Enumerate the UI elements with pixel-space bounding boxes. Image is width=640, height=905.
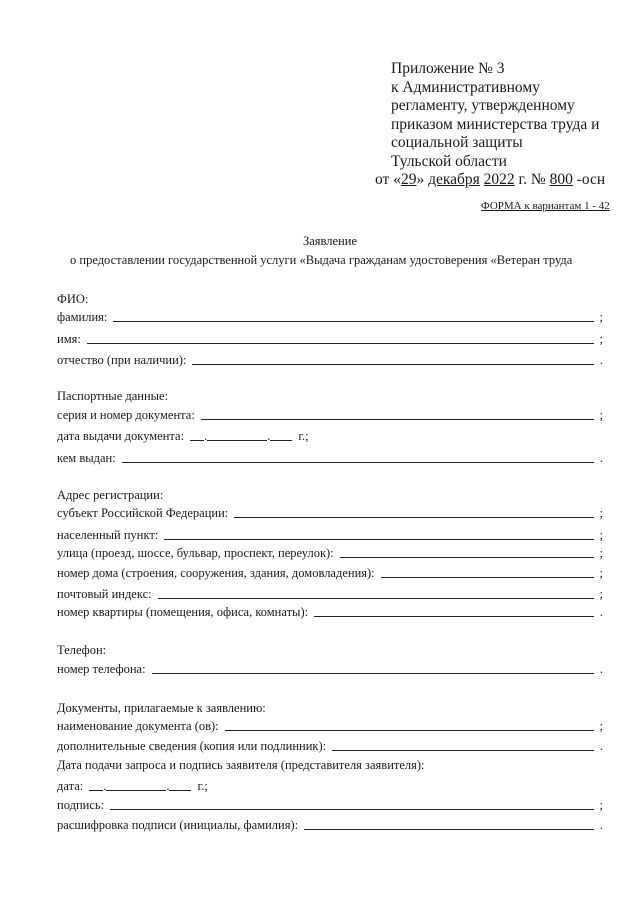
date-year: 2022: [483, 171, 515, 188]
annex-date-line: [375, 171, 605, 190]
field-phone-number[interactable]: [57, 661, 603, 677]
field-subject-end: ;: [599, 506, 603, 520]
field-street-end: ;: [599, 546, 603, 560]
field-name-end: ;: [599, 332, 603, 346]
field-postal[interactable]: [57, 586, 603, 602]
annex-line-5: социальной защиты: [391, 134, 523, 151]
date-sep-3: г. №: [514, 171, 550, 188]
field-doc-name-end: ;: [599, 719, 603, 733]
field-doc-number-end: ;: [599, 408, 603, 422]
field-signature-decode[interactable]: [57, 817, 603, 833]
field-locality-end: ;: [599, 528, 603, 542]
field-doc-name[interactable]: [57, 718, 603, 734]
field-house-end: ;: [599, 566, 603, 580]
field-signature-end: ;: [599, 798, 603, 812]
section-phone: Телефон:: [57, 643, 107, 657]
annex-line-3: регламенту, утвержденному: [391, 97, 575, 114]
field-apartment-label: номер квартиры (помещения, офиса, комнаты):: [57, 605, 309, 619]
field-signature-line[interactable]: [110, 808, 594, 810]
section-passport: Паспортные данные:: [57, 389, 169, 403]
section-documents: Документы, прилагаемые к заявлению:: [57, 701, 266, 715]
field-surname[interactable]: [57, 309, 603, 325]
field-doc-name-line[interactable]: [225, 729, 594, 731]
field-doc-name-label: наименование документа (ов):: [57, 719, 219, 733]
field-signature-decode-line[interactable]: [304, 828, 594, 830]
field-house-label: номер дома (строения, сооружения, здания, домовладения):: [57, 566, 375, 580]
document-subtitle: о предоставлении государственной услуги «Выдача гражданам удостоверения «Ветеран труда: [70, 253, 573, 267]
field-doc-number-line[interactable]: [201, 418, 594, 420]
field-street-line[interactable]: [340, 556, 594, 558]
field-street-label: улица (проезд, шоссе, бульвар, проспект, переулок):: [57, 546, 334, 560]
section-fio: ФИО:: [57, 292, 89, 306]
field-subject-label: субъект Российской Федерации:: [57, 506, 229, 520]
field-street[interactable]: [57, 545, 603, 561]
annex-line-4: приказом министерства труда и: [391, 115, 600, 133]
order-number: 800: [549, 171, 573, 188]
field-issued-by[interactable]: [57, 450, 603, 466]
date-day: 29: [400, 171, 417, 188]
field-issue-date-suffix: г.;: [298, 429, 309, 443]
field-house-line[interactable]: [381, 576, 594, 578]
date-suffix: -осн: [572, 171, 606, 188]
issue-day-blank[interactable]: [190, 439, 204, 441]
field-issued-by-end: .: [599, 451, 603, 465]
field-name-label: имя:: [57, 332, 81, 346]
document-title: Заявление: [302, 234, 357, 248]
field-doc-number-label: серия и номер документа:: [57, 408, 195, 422]
date-month-blank[interactable]: [106, 789, 166, 791]
field-issue-date[interactable]: дата выдачи документа: . . г.;: [57, 429, 309, 443]
annex-block: [375, 60, 621, 190]
field-doc-extra[interactable]: [57, 738, 603, 754]
field-name[interactable]: [57, 331, 603, 347]
annex-line-1: Приложение № 3: [391, 60, 505, 77]
field-signature[interactable]: [57, 797, 603, 813]
field-doc-number[interactable]: [57, 407, 603, 423]
field-locality-line[interactable]: [164, 538, 594, 540]
field-doc-extra-end: .: [599, 739, 603, 753]
section-address: Адрес регистрации:: [57, 488, 164, 502]
field-name-line[interactable]: [87, 342, 594, 344]
issue-month-blank[interactable]: [207, 439, 267, 441]
field-phone-number-end: .: [599, 662, 603, 676]
field-patronymic-line[interactable]: [192, 363, 594, 365]
field-apartment-line[interactable]: [314, 615, 594, 617]
field-subject[interactable]: [57, 505, 603, 521]
field-patronymic-end: .: [599, 353, 603, 367]
date-day-blank[interactable]: [89, 789, 103, 791]
field-locality[interactable]: [57, 527, 603, 543]
field-surname-end: ;: [599, 310, 603, 324]
date-month: декабря: [428, 171, 480, 188]
field-issue-date-label: дата выдачи документа:: [57, 429, 185, 443]
date-sep-1: »: [416, 171, 429, 188]
field-postal-label: почтовый индекс:: [57, 587, 152, 601]
issue-year-blank[interactable]: [270, 439, 292, 441]
field-postal-end: ;: [599, 587, 603, 601]
field-date-label: дата:: [57, 779, 84, 793]
field-date-suffix: г.;: [197, 779, 208, 793]
field-locality-label: населенный пункт:: [57, 528, 159, 542]
field-apartment-end: .: [599, 605, 603, 619]
field-patronymic[interactable]: [57, 352, 603, 368]
section-submission: Дата подачи запроса и подпись заявителя (представителя заявителя):: [57, 758, 425, 772]
field-phone-number-line[interactable]: [152, 672, 594, 674]
field-date[interactable]: дата: . . г.;: [57, 779, 208, 793]
annex-line-6: Тульской области: [391, 152, 507, 170]
field-patronymic-label: отчество (при наличии):: [57, 353, 187, 367]
field-surname-line[interactable]: [113, 320, 594, 322]
field-issued-by-label: кем выдан:: [57, 451, 116, 465]
field-doc-extra-line[interactable]: [332, 749, 594, 751]
field-issued-by-line[interactable]: [122, 461, 594, 463]
date-year-blank[interactable]: [169, 789, 191, 791]
field-signature-decode-end: .: [599, 818, 603, 832]
field-signature-decode-label: расшифровка подписи (инициалы, фамилия):: [57, 818, 299, 832]
annex-line-2: к Административному: [391, 78, 540, 96]
field-doc-extra-label: дополнительные сведения (копия или подлинник):: [57, 739, 327, 753]
field-phone-number-label: номер телефона:: [57, 662, 146, 676]
form-variant-tag: ФОРМА к вариантам 1 - 42: [481, 200, 610, 212]
date-prefix: от «: [375, 171, 401, 188]
field-surname-label: фамилия:: [57, 310, 108, 324]
field-house[interactable]: [57, 565, 603, 581]
field-signature-label: подпись:: [57, 798, 105, 812]
field-postal-line[interactable]: [158, 597, 594, 599]
field-subject-line[interactable]: [234, 516, 594, 518]
field-apartment[interactable]: [57, 604, 603, 620]
